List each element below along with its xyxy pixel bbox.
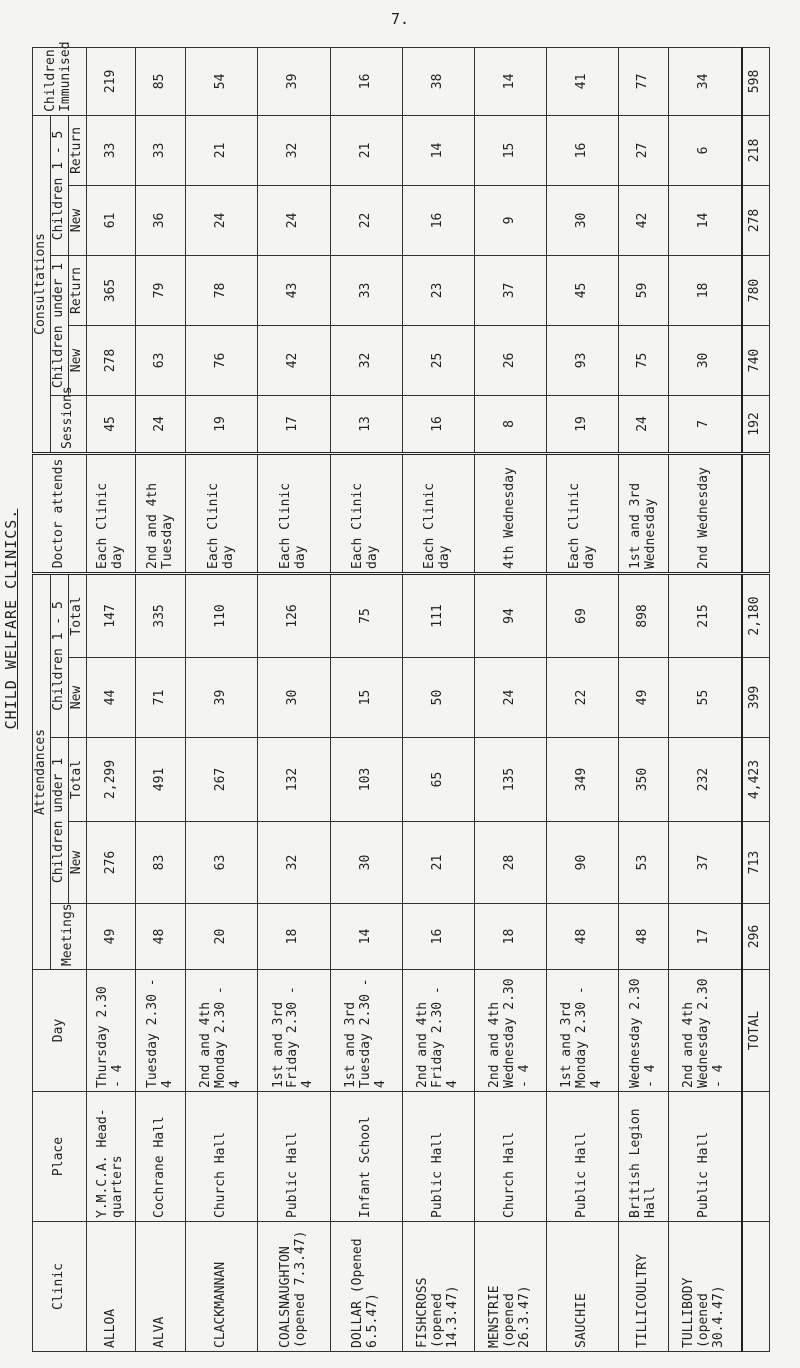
immunised-cell: 34: [669, 47, 742, 115]
meetings-cell: 17: [669, 904, 742, 970]
attendance-1-5-total-cell: 69: [547, 573, 619, 657]
table-row: [475, 47, 547, 1351]
header-cons-15-new: New: [68, 185, 86, 255]
place-cell: Infant School: [330, 1092, 402, 1222]
consult-1-5-new-cell: 36: [136, 185, 186, 255]
meetings-cell: 49: [86, 904, 136, 970]
sessions-cell: 45: [86, 395, 136, 453]
header-meetings: Meetings: [50, 904, 86, 970]
attendance-1-5-new-cell: 50: [402, 658, 474, 738]
attendance-1-5-new-cell: 71: [136, 658, 186, 738]
header-cons-u1-return: Return: [68, 255, 86, 325]
meetings-cell: 20: [186, 904, 258, 970]
attendance-under-1-new-cell: 53: [619, 822, 669, 904]
place-cell: Church Hall: [186, 1092, 258, 1222]
document-title: CHILD WELFARE CLINICS.: [2, 508, 20, 730]
attendance-under-1-new-cell: 90: [547, 822, 619, 904]
table-row: [402, 47, 474, 1351]
consult-1-5-return-cell: 32: [258, 115, 330, 185]
sessions-cell: 17: [258, 395, 330, 453]
header-att-u1-new: New: [68, 822, 86, 904]
day-cell: 2nd and 4th Wednesday 2.30 - 4: [669, 970, 742, 1092]
totals-u1-total: 4,423: [742, 738, 770, 822]
meetings-cell: 18: [258, 904, 330, 970]
day-cell: 2nd and 4th Friday 2.30 - 4: [402, 970, 474, 1092]
consult-under-1-new-cell: 32: [330, 325, 402, 395]
attendance-under-1-total-cell: 232: [669, 738, 742, 822]
header-att-u1-total: Total: [68, 738, 86, 822]
immunised-cell: 85: [136, 47, 186, 115]
attendance-1-5-total-cell: 147: [86, 573, 136, 657]
consult-under-1-new-cell: 93: [547, 325, 619, 395]
header-sessions: Sessions: [50, 395, 86, 453]
immunised-cell: 219: [86, 47, 136, 115]
table-row: [619, 47, 669, 1351]
totals-meetings: 296: [742, 904, 770, 970]
attendance-under-1-total-cell: 135: [475, 738, 547, 822]
doctor-attends-cell: Each Clinic day: [186, 453, 258, 573]
title-block: [0, 508, 22, 730]
totals-clinic: [742, 1222, 770, 1352]
consult-under-1-return-cell: 43: [258, 255, 330, 325]
header-doctor-attends: Doctor attends: [33, 453, 87, 573]
consult-1-5-new-cell: 24: [258, 185, 330, 255]
attendance-under-1-total-cell: 349: [547, 738, 619, 822]
attendance-1-5-total-cell: 215: [669, 573, 742, 657]
table-row: [258, 47, 330, 1351]
consult-under-1-new-cell: 63: [136, 325, 186, 395]
clinic-cell: TILLICOULTRY: [619, 1222, 669, 1352]
header-cons-u1-new: New: [68, 325, 86, 395]
consult-1-5-return-cell: 16: [547, 115, 619, 185]
attendance-under-1-total-cell: 267: [186, 738, 258, 822]
consult-1-5-new-cell: 14: [669, 185, 742, 255]
consult-1-5-new-cell: 9: [475, 185, 547, 255]
consult-1-5-return-cell: 21: [186, 115, 258, 185]
sessions-cell: 16: [402, 395, 474, 453]
consult-1-5-return-cell: 15: [475, 115, 547, 185]
place-cell: Public Hall: [258, 1092, 330, 1222]
attendance-under-1-new-cell: 32: [258, 822, 330, 904]
day-cell: Tuesday 2.30 - 4: [136, 970, 186, 1092]
table-row: [136, 47, 186, 1351]
attendance-1-5-total-cell: 111: [402, 573, 474, 657]
attendance-1-5-new-cell: 55: [669, 658, 742, 738]
consult-under-1-return-cell: 59: [619, 255, 669, 325]
header-att-15-total: Total: [68, 573, 86, 657]
place-cell: Public Hall: [547, 1092, 619, 1222]
meetings-cell: 16: [402, 904, 474, 970]
consult-1-5-new-cell: 30: [547, 185, 619, 255]
clinic-cell: TULLIBODY (opened 30.4.47): [669, 1222, 742, 1352]
header-cons-15-return: Return: [68, 115, 86, 185]
doctor-attends-cell: Each Clinic day: [258, 453, 330, 573]
sessions-cell: 8: [475, 395, 547, 453]
consult-1-5-return-cell: 14: [402, 115, 474, 185]
attendance-under-1-total-cell: 103: [330, 738, 402, 822]
header-day: Day: [33, 970, 87, 1092]
consult-1-5-return-cell: 27: [619, 115, 669, 185]
place-cell: Church Hall: [475, 1092, 547, 1222]
attendance-1-5-new-cell: 15: [330, 658, 402, 738]
attendance-1-5-new-cell: 22: [547, 658, 619, 738]
header-att-children-1-5: Children 1 - 5: [50, 573, 68, 737]
attendance-1-5-total-cell: 110: [186, 573, 258, 657]
attendance-under-1-total-cell: 65: [402, 738, 474, 822]
attendance-1-5-new-cell: 30: [258, 658, 330, 738]
totals-15-total: 2,180: [742, 573, 770, 657]
immunised-cell: 16: [330, 47, 402, 115]
sessions-cell: 24: [619, 395, 669, 453]
clinic-cell: DOLLAR (Opened 6.5.47): [330, 1222, 402, 1352]
attendance-under-1-total-cell: 350: [619, 738, 669, 822]
meetings-cell: 18: [475, 904, 547, 970]
day-cell: 1st and 3rd Monday 2.30 - 4: [547, 970, 619, 1092]
attendance-under-1-total-cell: 132: [258, 738, 330, 822]
immunised-cell: 77: [619, 47, 669, 115]
sessions-cell: 19: [547, 395, 619, 453]
header-att-15-new: New: [68, 658, 86, 738]
attendance-under-1-new-cell: 63: [186, 822, 258, 904]
consult-under-1-new-cell: 42: [258, 325, 330, 395]
header-attendances-label: Attendances: [33, 728, 48, 816]
sessions-cell: 13: [330, 395, 402, 453]
consult-1-5-new-cell: 22: [330, 185, 402, 255]
doctor-attends-cell: 1st and 3rd Wednesday: [619, 453, 669, 573]
consult-under-1-return-cell: 79: [136, 255, 186, 325]
doctor-attends-cell: Each Clinic day: [330, 453, 402, 573]
totals-sessions: 192: [742, 395, 770, 453]
meetings-cell: 48: [619, 904, 669, 970]
doctor-attends-cell: 2nd and 4th Tuesday: [136, 453, 186, 573]
consult-under-1-return-cell: 78: [186, 255, 258, 325]
consult-1-5-new-cell: 16: [402, 185, 474, 255]
doctor-attends-cell: Each Clinic day: [547, 453, 619, 573]
attendance-under-1-new-cell: 28: [475, 822, 547, 904]
place-cell: Public Hall: [669, 1092, 742, 1222]
header-cons-children-under-1: Children under 1: [50, 255, 68, 395]
attendance-1-5-new-cell: 44: [86, 658, 136, 738]
consult-1-5-return-cell: 33: [86, 115, 136, 185]
totals-immunised: 598: [742, 47, 770, 115]
attendance-1-5-total-cell: 898: [619, 573, 669, 657]
attendance-1-5-total-cell: 126: [258, 573, 330, 657]
totals-cons-15-new: 278: [742, 185, 770, 255]
table-row: [186, 47, 258, 1351]
immunised-cell: 41: [547, 47, 619, 115]
consult-under-1-new-cell: 278: [86, 325, 136, 395]
clinic-cell: SAUCHIE: [547, 1222, 619, 1352]
totals-cons-u1-new: 740: [742, 325, 770, 395]
consult-1-5-new-cell: 61: [86, 185, 136, 255]
page-number: 7.: [390, 10, 410, 28]
attendance-1-5-total-cell: 75: [330, 573, 402, 657]
day-cell: 1st and 3rd Friday 2.30 - 4: [258, 970, 330, 1092]
immunised-cell: 38: [402, 47, 474, 115]
table-row: [330, 47, 402, 1351]
clinic-cell: ALLOA: [86, 1222, 136, 1352]
clinic-cell: MENSTRIE (opened 26.3.47): [475, 1222, 547, 1352]
consult-1-5-new-cell: 24: [186, 185, 258, 255]
consult-1-5-return-cell: 21: [330, 115, 402, 185]
attendance-under-1-new-cell: 276: [86, 822, 136, 904]
attendance-1-5-new-cell: 49: [619, 658, 669, 738]
clinic-cell: COALSNAUGHTON (opened 7.3.47): [258, 1222, 330, 1352]
day-cell: Wednesday 2.30 - 4: [619, 970, 669, 1092]
consult-under-1-new-cell: 25: [402, 325, 474, 395]
totals-doctor: [742, 453, 770, 573]
consult-1-5-return-cell: 6: [669, 115, 742, 185]
consult-under-1-new-cell: 26: [475, 325, 547, 395]
meetings-cell: 48: [136, 904, 186, 970]
day-cell: Thursday 2.30 - 4: [86, 970, 136, 1092]
consult-under-1-return-cell: 18: [669, 255, 742, 325]
clinics-table-frame: [32, 41, 770, 1352]
table-row: [86, 47, 136, 1351]
consult-1-5-new-cell: 42: [619, 185, 669, 255]
consult-under-1-return-cell: 45: [547, 255, 619, 325]
doctor-attends-cell: 2nd Wednesday: [669, 453, 742, 573]
place-cell: Cochrane Hall: [136, 1092, 186, 1222]
attendance-under-1-total-cell: 491: [136, 738, 186, 822]
meetings-cell: 48: [547, 904, 619, 970]
totals-cons-u1-return: 780: [742, 255, 770, 325]
consult-under-1-new-cell: 30: [669, 325, 742, 395]
totals-u1-new: 713: [742, 822, 770, 904]
header-consultations: Consultations: [33, 115, 51, 453]
doctor-attends-cell: Each Clinic day: [86, 453, 136, 573]
place-cell: Public Hall: [402, 1092, 474, 1222]
header-att-children-under-1: Children under 1: [50, 738, 68, 904]
totals-label: TOTAL: [742, 970, 770, 1092]
consult-under-1-return-cell: 37: [475, 255, 547, 325]
day-cell: 2nd and 4th Monday 2.30 - 4: [186, 970, 258, 1092]
attendance-under-1-new-cell: 30: [330, 822, 402, 904]
attendance-1-5-new-cell: 39: [186, 658, 258, 738]
immunised-cell: 14: [475, 47, 547, 115]
attendance-1-5-new-cell: 24: [475, 658, 547, 738]
consult-1-5-return-cell: 33: [136, 115, 186, 185]
totals-cons-15-return: 218: [742, 115, 770, 185]
header-clinic: Clinic: [33, 1222, 87, 1352]
sessions-cell: 7: [669, 395, 742, 453]
doctor-attends-cell: Each Clinic day: [402, 453, 474, 573]
clinics-table: [32, 41, 770, 1352]
attendance-1-5-total-cell: 335: [136, 573, 186, 657]
clinic-cell: ALVA: [136, 1222, 186, 1352]
table-row: [547, 47, 619, 1351]
meetings-cell: 14: [330, 904, 402, 970]
attendance-under-1-total-cell: 2,299: [86, 738, 136, 822]
totals-15-new: 399: [742, 658, 770, 738]
immunised-cell: 39: [258, 47, 330, 115]
header-cons-children-1-5: Children 1 - 5: [50, 115, 68, 255]
place-cell: British Legion Hall: [619, 1092, 669, 1222]
sessions-cell: 19: [186, 395, 258, 453]
doctor-attends-cell: 4th Wednesday: [475, 453, 547, 573]
attendance-under-1-new-cell: 21: [402, 822, 474, 904]
attendance-under-1-new-cell: 37: [669, 822, 742, 904]
totals-row: [742, 47, 770, 1351]
header-place: Place: [33, 1092, 87, 1222]
immunised-cell: 54: [186, 47, 258, 115]
clinic-cell: FISHCROSS (opened 14.3.47): [402, 1222, 474, 1352]
totals-place: [742, 1092, 770, 1222]
clinic-cell: CLACKMANNAN: [186, 1222, 258, 1352]
consult-under-1-return-cell: 365: [86, 255, 136, 325]
header-children-immunised: Children Immunised: [33, 47, 87, 115]
attendance-1-5-total-cell: 94: [475, 573, 547, 657]
header-attendances: [33, 573, 51, 969]
table-body: [86, 47, 769, 1351]
consult-under-1-new-cell: 75: [619, 325, 669, 395]
header-row-1: [33, 47, 51, 1351]
attendance-under-1-new-cell: 83: [136, 822, 186, 904]
table-row: [669, 47, 742, 1351]
day-cell: 1st and 3rd Tuesday 2.30 - 4: [330, 970, 402, 1092]
sessions-cell: 24: [136, 395, 186, 453]
consult-under-1-return-cell: 33: [330, 255, 402, 325]
day-cell: 2nd and 4th Wednesday 2.30 - 4: [475, 970, 547, 1092]
consult-under-1-return-cell: 23: [402, 255, 474, 325]
consult-under-1-new-cell: 76: [186, 325, 258, 395]
place-cell: Y.M.C.A. Head-quarters: [86, 1092, 136, 1222]
